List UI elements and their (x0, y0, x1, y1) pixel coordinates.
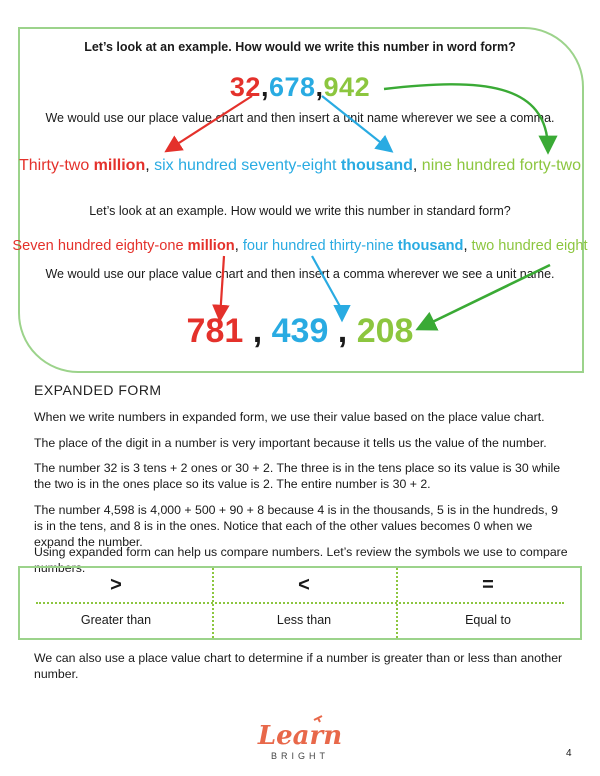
paragraph: The place of the digit in a number is very important because it tells us the value of the number. (34, 436, 547, 450)
number-part-millions: 32 (229, 72, 261, 102)
section-heading: EXPANDED FORM (34, 382, 162, 398)
comma: , (412, 157, 422, 174)
arrow-red-1 (168, 96, 252, 150)
comma: , (243, 312, 272, 350)
comparison-symbols-table (18, 566, 582, 640)
paragraph: When we write numbers in expanded form, we use their value based on the place value chart. (34, 410, 545, 424)
equal-symbol: = (482, 574, 494, 596)
paragraph: Using expanded form can help us compare numbers. Let’s review the symbols we use to compare numbers. (34, 545, 568, 575)
number-part-millions: 781 (186, 312, 244, 350)
number-part-ones: 208 (356, 312, 414, 350)
paragraph: We can also use a place value chart to determine if a number is greater than or less than another number. (34, 651, 563, 681)
unit-thousand: thousand (397, 238, 464, 254)
paragraph: The number 32 is 3 tens + 2 ones or 30 + 2. The three is in the tens place so its value is 30 while the two is in the ones place so its value is 2. The entire number is 30 + 2. (34, 461, 561, 491)
unit-thousand: thousand (340, 157, 413, 174)
divider (36, 602, 564, 604)
example1-question: Let’s look at an example. How would we write this number in word form? (84, 40, 516, 54)
number-part-thousands: 678 (268, 72, 316, 102)
example2-note: We would use our place value chart and then insert a comma wherever we see a unit name. (45, 267, 555, 281)
arrow-red-2 (220, 256, 224, 318)
arrow-green-1 (384, 84, 548, 150)
page-number: 4 (566, 748, 572, 759)
less-than-label: Less than (276, 613, 332, 627)
logo-bright: BRIGHT (270, 751, 330, 761)
word-millions: Thirty-two (19, 157, 94, 174)
comma: , (463, 238, 472, 254)
comma: , (234, 238, 243, 254)
word-ones: nine hundred forty-two (421, 157, 581, 174)
greater-than-symbol: > (110, 574, 122, 596)
word-thousands: four hundred thirty-nine (242, 238, 398, 254)
logo-learn: Learn (257, 721, 343, 751)
unit-million: million (93, 157, 146, 174)
paragraph: The number 4,598 is 4,000 + 500 + 90 + 8 because 4 is in the thousands, 5 is in the hundreds, 9 is in the tens, and 8 is in the ones. Notice that each of the other values becomes 0 when we expand the number. (34, 503, 559, 549)
less-than-symbol: < (298, 574, 310, 596)
word-ones: two hundred eight (471, 238, 588, 254)
arrows-overlay (0, 0, 600, 380)
arrow-blue-2 (312, 256, 342, 318)
number-part-thousands: 439 (271, 312, 329, 350)
greater-than-label: Greater than (80, 613, 152, 627)
unit-million: million (187, 238, 235, 254)
number-part-ones: 942 (323, 72, 371, 102)
comma: , (260, 72, 269, 102)
comma: , (145, 157, 155, 174)
arrow-blue-1 (322, 96, 390, 150)
comma: , (328, 312, 357, 350)
arrow-green-2 (420, 265, 550, 328)
word-thousands: six hundred seventy-eight (154, 157, 341, 174)
comma: , (315, 72, 324, 102)
word-millions: Seven hundred eighty-one (12, 238, 188, 254)
equal-label: Equal to (465, 613, 511, 627)
example1-note: We would use our place value chart and then insert a unit name wherever we see a comma. (45, 111, 555, 125)
example2-question: Let’s look at an example. How would we write this number in standard form? (89, 204, 511, 218)
learn-bright-logo (248, 714, 352, 764)
